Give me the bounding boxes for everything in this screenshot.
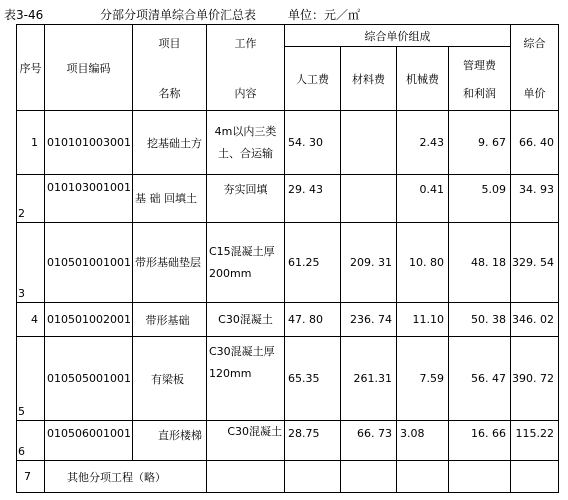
- header-work-cell: [207, 25, 285, 111]
- header-total-top: 综合: [523, 36, 546, 50]
- labor-cell: 65.35: [285, 337, 341, 421]
- name-cell: 带形基础: [133, 303, 207, 337]
- table-name: 分部分项清单综合单价汇总表: [100, 8, 257, 22]
- labor-cell: 47. 80: [285, 303, 341, 337]
- table-number: 表3-46: [4, 8, 44, 22]
- name-cell: 挖基础土方: [133, 111, 207, 175]
- labor-cell: 29. 43: [285, 175, 341, 223]
- seq-cell: 1: [17, 111, 45, 175]
- seq-cell: 6: [17, 421, 45, 461]
- header-machine: 机械费: [406, 72, 439, 86]
- mgmt-cell: 9. 67: [449, 111, 511, 175]
- total-cell: 66. 40: [511, 111, 559, 175]
- material-cell: 209. 31: [341, 223, 397, 303]
- header-mgmt-bottom: 和利润: [463, 86, 496, 100]
- mgmt-cell: 16. 66: [449, 421, 511, 461]
- work-cell: 4m以内三类土、合运输: [207, 111, 285, 175]
- empty-cell: [285, 461, 341, 493]
- header-material: 材料费: [352, 72, 385, 86]
- header-group-cell: [285, 25, 511, 47]
- labor-cell: 61.25: [285, 223, 341, 303]
- header-labor: 人工费: [296, 72, 329, 86]
- seq-cell: 3: [17, 223, 45, 303]
- code-cell: 010506001001: [45, 421, 133, 461]
- machine-cell: 10. 80: [397, 223, 449, 303]
- table-unit: 单位：元／㎡: [288, 8, 361, 22]
- header-item-bottom: 名称: [158, 86, 181, 100]
- material-cell: [341, 111, 397, 175]
- seq-cell: 5: [17, 337, 45, 421]
- machine-cell: 2.43: [397, 111, 449, 175]
- name-cell: 直形楼梯: [133, 421, 207, 461]
- material-cell: 261.31: [341, 337, 397, 421]
- mgmt-cell: 50. 38: [449, 303, 511, 337]
- table-row: [17, 421, 559, 461]
- work-cell: 夯实回填: [207, 175, 285, 223]
- machine-cell: 7.59: [397, 337, 449, 421]
- labor-cell: 54. 30: [285, 111, 341, 175]
- total-cell: 34. 93: [511, 175, 559, 223]
- code-cell: 010501001001: [45, 223, 133, 303]
- header-group: 综合单价组成: [364, 29, 431, 43]
- total-cell: 329. 54: [511, 223, 559, 303]
- mgmt-cell: 56. 47: [449, 337, 511, 421]
- work-cell: C30混凝土厚120mm: [207, 337, 285, 421]
- name-cell: 基 础 回填土: [133, 175, 207, 223]
- mgmt-cell: 48. 18: [449, 223, 511, 303]
- work-cell: C15混凝土厚200mm: [207, 223, 285, 303]
- mgmt-cell: 5.09: [449, 175, 511, 223]
- seq-cell: 2: [17, 175, 45, 223]
- header-item-top: 项目: [158, 36, 181, 50]
- empty-cell: [207, 461, 285, 493]
- header-total-bottom: 单价: [523, 86, 546, 100]
- seq-cell: 7: [17, 461, 45, 493]
- work-cell: C30混凝土: [207, 421, 285, 461]
- header-material-cell: [341, 47, 397, 111]
- header-labor-cell: [285, 47, 341, 111]
- name-cell: 有梁板: [133, 337, 207, 421]
- header-seq-cell: [17, 25, 45, 111]
- code-cell: 010103001001: [45, 175, 133, 223]
- table-row: [17, 461, 559, 493]
- price-summary-table: [16, 24, 559, 493]
- header-seq: 序号: [19, 61, 42, 75]
- empty-cell: [449, 461, 511, 493]
- table-row: [17, 111, 559, 175]
- labor-cell: 28.75: [285, 421, 341, 461]
- work-cell: C30混凝土: [207, 303, 285, 337]
- machine-cell: 11.10: [397, 303, 449, 337]
- table-title-line: [0, 6, 568, 24]
- empty-cell: [511, 461, 559, 493]
- header-total-cell: [511, 25, 559, 111]
- empty-cell: [397, 461, 449, 493]
- name-cell: 带形基础垫层: [133, 223, 207, 303]
- table-row: [17, 337, 559, 421]
- header-code-cell: [45, 25, 133, 111]
- header-mgmt-top: 管理费: [463, 58, 496, 72]
- header-machine-cell: [397, 47, 449, 111]
- machine-cell: 3.08: [397, 421, 449, 461]
- header-work-top: 工作: [234, 36, 257, 50]
- total-cell: 346. 02: [511, 303, 559, 337]
- material-cell: 66. 73: [341, 421, 397, 461]
- header-work-bottom: 内容: [234, 86, 257, 100]
- code-cell: 010501002001: [45, 303, 133, 337]
- header-row-1: [17, 25, 559, 47]
- other-items-cell: 其他分项工程（略）: [45, 461, 207, 493]
- total-cell: 390. 72: [511, 337, 559, 421]
- material-cell: 236. 74: [341, 303, 397, 337]
- header-code: 项目编码: [66, 61, 111, 75]
- header-mgmt-cell: [449, 47, 511, 111]
- table-row: [17, 175, 559, 223]
- empty-cell: [341, 461, 397, 493]
- code-cell: 010101003001: [45, 111, 133, 175]
- table-row: [17, 303, 559, 337]
- machine-cell: 0.41: [397, 175, 449, 223]
- seq-cell: 4: [17, 303, 45, 337]
- material-cell: [341, 175, 397, 223]
- total-cell: 115.22: [511, 421, 559, 461]
- code-cell: 010505001001: [45, 337, 133, 421]
- header-item-cell: [133, 25, 207, 111]
- table-row: [17, 223, 559, 303]
